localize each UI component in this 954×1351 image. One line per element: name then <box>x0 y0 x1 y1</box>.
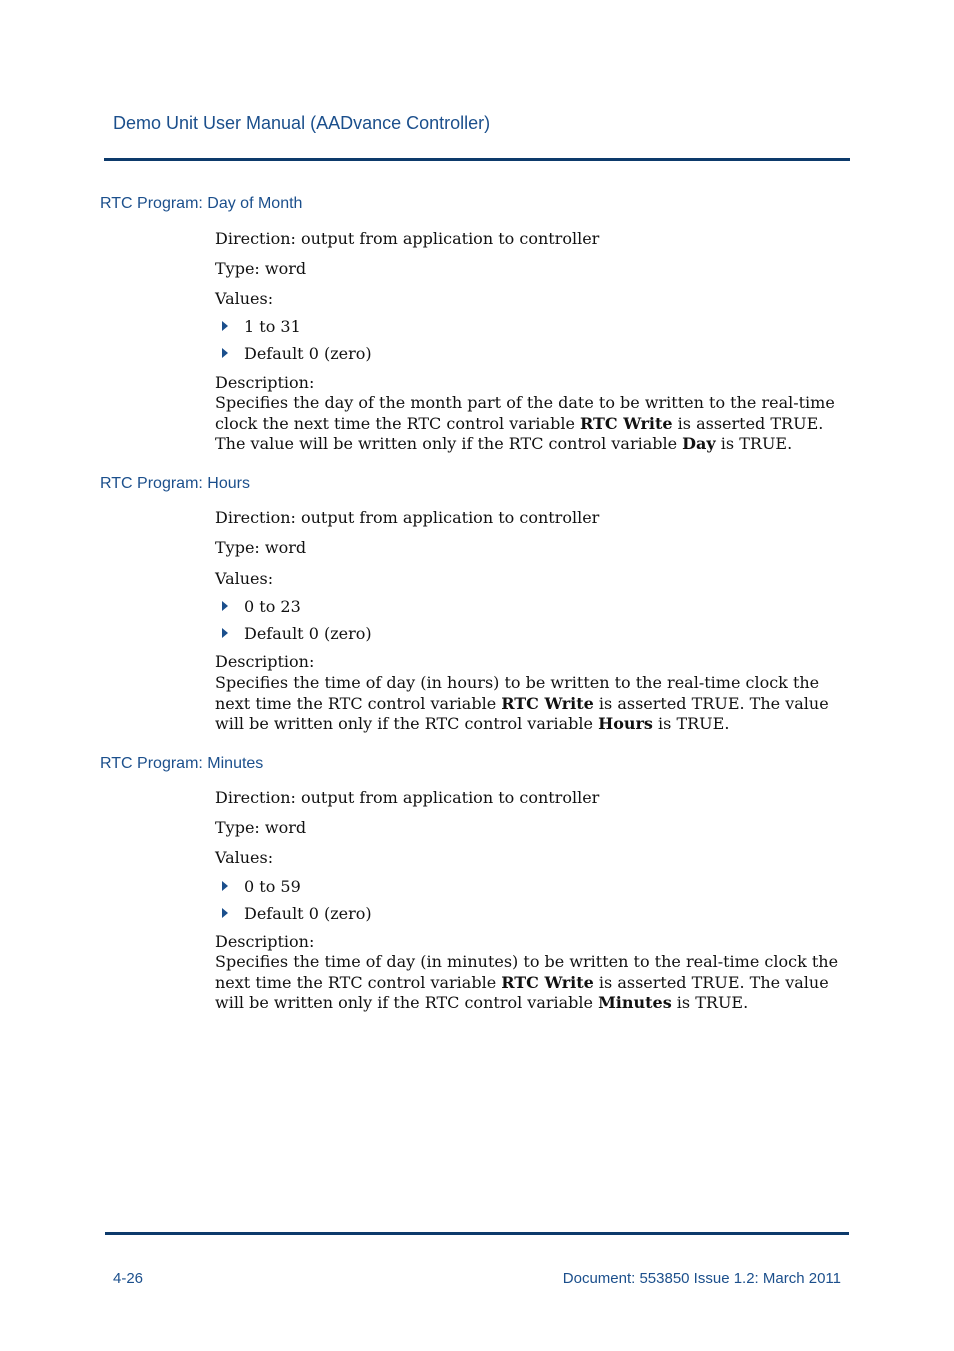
list-item <box>222 344 372 364</box>
direction-text: Direction: output from application to controller <box>215 788 600 807</box>
value-text: 0 to 59 <box>244 877 301 896</box>
list-item <box>222 877 301 897</box>
variable-name: RTC Write <box>501 693 594 713</box>
value-text: Default 0 (zero) <box>244 624 372 643</box>
triangle-bullet-icon <box>222 601 228 611</box>
section-heading-hours: RTC Program: Hours <box>100 475 250 492</box>
values-label: Values: <box>215 289 274 308</box>
description-text: Specifies the time of day (in minutes) to be written to the real-time clock the next time the RTC control variable RTC Write is asserted TRUE. The value will be written only if the RTC control variable Minutes is TRUE. <box>215 952 839 1012</box>
list-item <box>222 317 301 337</box>
description-label: Description: <box>215 373 315 392</box>
values-label: Values: <box>215 848 274 867</box>
document-info: Document: 553850 Issue 1.2: March 2011 <box>562 1270 841 1287</box>
page-header: Demo Unit User Manual (AADvance Controller) <box>113 113 491 133</box>
variable-name: RTC Write <box>580 413 673 433</box>
values-label: Values: <box>215 569 274 588</box>
value-text: 0 to 23 <box>244 597 301 616</box>
list-item <box>222 597 301 617</box>
section-heading-minutes: RTC Program: Minutes <box>100 755 264 772</box>
variable-name: RTC Write <box>501 972 594 992</box>
description-text: Specifies the time of day (in hours) to be written to the real-time clock the next time the RTC control variable RTC Write is asserted TRUE. The value will be written only if the RTC control variable Hours is TRUE. <box>215 673 829 733</box>
direction-text: Direction: output from application to controller <box>215 229 600 248</box>
variable-name: Minutes <box>598 993 672 1012</box>
triangle-bullet-icon <box>222 628 228 638</box>
type-text: Type: word <box>215 538 307 557</box>
type-text: Type: word <box>215 259 307 278</box>
value-text: 1 to 31 <box>244 317 301 336</box>
variable-name: Day <box>682 434 716 453</box>
direction-text: Direction: output from application to controller <box>215 508 600 527</box>
list-item <box>222 624 372 644</box>
value-text: Default 0 (zero) <box>244 344 372 363</box>
triangle-bullet-icon <box>222 321 228 331</box>
value-text: Default 0 (zero) <box>244 904 372 923</box>
triangle-bullet-icon <box>222 908 228 918</box>
type-text: Type: word <box>215 818 307 837</box>
variable-name: Hours <box>598 714 653 733</box>
description-label: Description: <box>215 932 315 951</box>
page-number: 4-26 <box>113 1270 144 1287</box>
list-item <box>222 904 372 924</box>
section-heading-day-of-month: RTC Program: Day of Month <box>100 195 303 212</box>
description-label: Description: <box>215 652 315 671</box>
header-rule <box>104 158 850 161</box>
footer-rule <box>105 1232 849 1235</box>
description-text: Specifies the day of the month part of the date to be written to the real-time clock the next time the RTC control variable RTC Write is asserted TRUE. The value will be written only if the RTC control variable Day is TRUE. <box>215 393 835 453</box>
triangle-bullet-icon <box>222 348 228 358</box>
triangle-bullet-icon <box>222 881 228 891</box>
